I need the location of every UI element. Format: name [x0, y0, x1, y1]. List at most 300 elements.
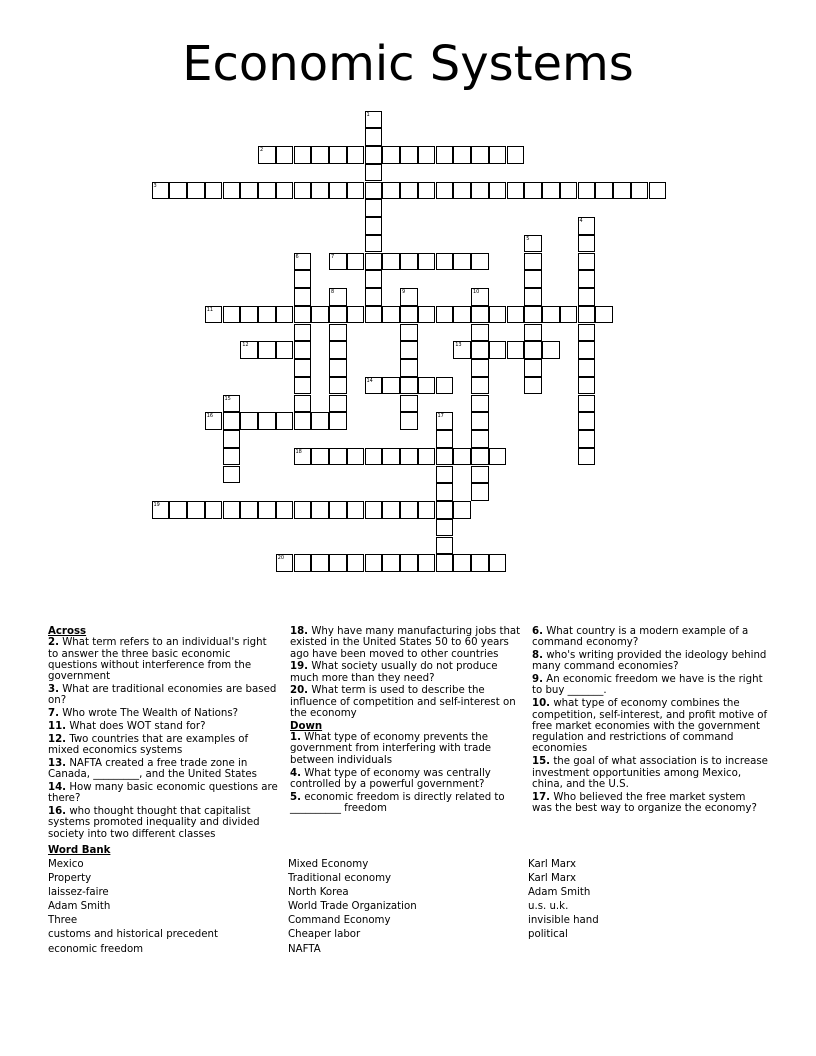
grid-cell[interactable] [436, 466, 454, 484]
grid-cell[interactable] [507, 306, 525, 324]
grid-cell[interactable] [258, 182, 276, 200]
grid-cell[interactable] [471, 324, 489, 342]
grid-cell[interactable] [223, 306, 241, 324]
grid-cell[interactable] [223, 182, 241, 200]
clue-text: An economic freedom we have is the right to buy _______. [532, 674, 763, 697]
clue-list [48, 637, 280, 840]
clue-text: What type of economy prevents the government from interfering with trade between individuals [290, 732, 492, 766]
grid-cell[interactable] [453, 306, 471, 324]
clue-text: Two countries that are examples of mixed economics systems [48, 733, 249, 756]
grid-cell[interactable] [276, 146, 294, 164]
clue-number: 9. [532, 674, 543, 686]
grid-cell[interactable] [347, 306, 365, 324]
grid-cell[interactable] [205, 306, 223, 324]
clue-item [290, 768, 522, 791]
grid-cell[interactable] [382, 448, 400, 466]
grid-cell[interactable] [276, 306, 294, 324]
grid-cell[interactable] [649, 182, 667, 200]
grid-cell[interactable] [418, 182, 436, 200]
grid-cell[interactable] [471, 306, 489, 324]
word-bank-item: customs and historical precedent [48, 929, 218, 941]
grid-cell[interactable] [418, 554, 436, 572]
grid-cell[interactable] [400, 395, 418, 413]
grid-cell[interactable] [365, 235, 383, 253]
grid-cell[interactable] [595, 306, 613, 324]
grid-cell[interactable] [560, 306, 578, 324]
grid-cell[interactable] [240, 412, 258, 430]
word-bank-item: Mixed Economy [288, 859, 369, 870]
grid-cell[interactable] [294, 306, 312, 324]
grid-cell[interactable] [223, 430, 241, 448]
grid-cell[interactable] [578, 448, 596, 466]
grid-cell[interactable] [347, 554, 365, 572]
word-bank-item: Karl Marx [528, 859, 576, 870]
grid-cell[interactable] [489, 182, 507, 200]
grid-cell[interactable] [578, 377, 596, 395]
clue-number: 11 [206, 306, 214, 313]
page-title: Economic Systems [182, 36, 634, 92]
grid-cell[interactable] [400, 341, 418, 359]
grid-cell[interactable] [329, 306, 347, 324]
word-bank-item: economic freedom [48, 943, 144, 955]
grid-cell[interactable] [294, 554, 312, 572]
grid-cell[interactable] [400, 182, 418, 200]
grid-cell[interactable] [382, 182, 400, 200]
grid-cell[interactable] [365, 199, 383, 217]
grid-cell[interactable] [524, 377, 542, 395]
grid-cell[interactable] [400, 324, 418, 342]
word-bank-column [288, 858, 417, 957]
grid-cell[interactable] [524, 341, 542, 359]
grid-cell[interactable] [489, 554, 507, 572]
grid-cell[interactable] [400, 359, 418, 377]
clue-number: 6. [532, 626, 543, 637]
word-bank-item: Command Economy [288, 915, 391, 927]
grid-cell[interactable] [471, 430, 489, 448]
word-bank-item: North Korea [288, 887, 349, 899]
grid-cell[interactable] [276, 554, 294, 572]
word-bank-item: Adam Smith [528, 887, 591, 899]
grid-cell[interactable] [400, 554, 418, 572]
clue-text: NAFTA created a free trade zone in Canada, _________, and the United States [48, 757, 257, 781]
grid-cell[interactable] [294, 288, 312, 306]
grid-cell[interactable] [436, 554, 454, 572]
clue-item [290, 732, 522, 766]
clue-number: 15. [532, 756, 551, 768]
grid-cell[interactable] [187, 182, 205, 200]
grid-cell[interactable] [382, 306, 400, 324]
grid-cell[interactable] [471, 395, 489, 413]
clue-text: Who believed the free market system was the best way to organize the economy? [532, 791, 757, 814]
grid-cell[interactable] [329, 324, 347, 342]
grid-cell[interactable] [382, 554, 400, 572]
grid-cell[interactable] [311, 182, 329, 200]
grid-cell[interactable] [329, 448, 347, 466]
grid-cell[interactable] [578, 306, 596, 324]
clue-number: 4 [579, 218, 583, 224]
clue-number: 12 [242, 342, 249, 349]
grid-cell[interactable] [524, 182, 542, 200]
grid-cell[interactable] [400, 253, 418, 271]
grid-cell[interactable] [453, 253, 471, 271]
clue-text: economic freedom is directly related to __________ freedom [290, 791, 505, 814]
clue-number: 8. [532, 650, 543, 662]
clues-column-3 [532, 626, 768, 816]
grid-cell[interactable] [613, 182, 631, 200]
grid-cell[interactable] [489, 146, 507, 164]
grid-cell[interactable] [276, 501, 294, 519]
grid-cell[interactable] [453, 146, 471, 164]
grid-cell[interactable] [471, 466, 489, 484]
grid-cell[interactable] [382, 253, 400, 271]
clue-number: 6 [295, 253, 299, 260]
grid-cell[interactable] [187, 501, 205, 519]
grid-cell[interactable] [578, 182, 596, 200]
clue-item [290, 685, 522, 719]
grid-cell[interactable] [436, 377, 454, 395]
grid-cell[interactable] [258, 306, 276, 324]
grid-cell[interactable] [152, 182, 170, 200]
clue-text: What term is used to describe the influence of competition and self-interest on the economy [290, 685, 516, 720]
grid-cell[interactable] [276, 341, 294, 359]
grid-cell[interactable] [524, 288, 542, 306]
clue-text: who's writing provided the ideology behind many command economies? [532, 650, 767, 673]
grid-cell[interactable] [329, 146, 347, 164]
grid-cell[interactable] [578, 359, 596, 377]
grid-cell[interactable] [524, 324, 542, 342]
grid-cell[interactable] [471, 359, 489, 377]
grid-cell[interactable] [578, 217, 596, 235]
grid-cell[interactable] [223, 448, 241, 466]
grid-cell[interactable] [311, 412, 329, 430]
grid-cell[interactable] [542, 182, 560, 200]
grid-cell[interactable] [578, 395, 596, 413]
word-bank-item: NAFTA [288, 943, 321, 955]
clue-number: 13. [48, 757, 67, 769]
grid-cell[interactable] [329, 554, 347, 572]
clue-number: 9 [402, 289, 406, 295]
grid-cell[interactable] [382, 377, 400, 395]
grid-cell[interactable] [294, 377, 312, 395]
grid-cell[interactable] [365, 111, 383, 129]
grid-cell[interactable] [382, 501, 400, 519]
clue-item [532, 792, 768, 815]
clue-item [48, 758, 280, 781]
clue-item [48, 708, 280, 719]
grid-cell[interactable] [294, 448, 312, 466]
grid-cell[interactable] [329, 253, 347, 271]
clue-text: What does WOT stand for? [69, 720, 206, 732]
clue-item [532, 756, 768, 790]
grid-cell[interactable] [418, 253, 436, 271]
grid-cell[interactable] [152, 501, 170, 519]
grid-cell[interactable] [436, 182, 454, 200]
clue-number: 18 [295, 448, 302, 455]
grid-cell[interactable] [400, 288, 418, 306]
grid-cell[interactable] [436, 519, 454, 537]
grid-cell[interactable] [471, 377, 489, 395]
grid-cell[interactable] [329, 501, 347, 519]
grid-cell[interactable] [560, 182, 578, 200]
grid-cell[interactable] [311, 306, 329, 324]
grid-cell[interactable] [436, 483, 454, 501]
clue-item [532, 650, 768, 673]
grid-cell[interactable] [294, 182, 312, 200]
grid-cell[interactable] [436, 253, 454, 271]
grid-cell[interactable] [365, 501, 383, 519]
grid-cell[interactable] [578, 235, 596, 253]
grid-cell[interactable] [294, 253, 312, 271]
grid-cell[interactable] [365, 146, 383, 164]
word-bank-item: Mexico [48, 859, 84, 870]
grid-cell[interactable] [365, 182, 383, 200]
grid-cell[interactable] [418, 306, 436, 324]
grid-cell[interactable] [329, 359, 347, 377]
grid-cell[interactable] [223, 501, 241, 519]
grid-cell[interactable] [489, 306, 507, 324]
clue-number: 3. [48, 683, 59, 695]
grid-cell[interactable] [240, 501, 258, 519]
grid-cell[interactable] [507, 146, 525, 164]
grid-cell[interactable] [453, 341, 471, 359]
clue-number: 16. [48, 805, 67, 817]
grid-cell[interactable] [400, 412, 418, 430]
word-bank-item: Adam Smith [48, 901, 111, 913]
word-bank-item: political [528, 929, 568, 941]
clue-number: 1. [290, 732, 301, 744]
grid-cell[interactable] [400, 146, 418, 164]
grid-cell[interactable] [542, 341, 560, 359]
grid-cell[interactable] [471, 253, 489, 271]
clue-text: What country is a modern example of a command economy? [532, 626, 749, 649]
clue-number: 2 [260, 147, 264, 153]
word-bank-item: invisible hand [528, 915, 599, 927]
clue-number: 13 [455, 342, 462, 349]
grid-cell[interactable] [205, 412, 223, 430]
grid-cell[interactable] [294, 359, 312, 377]
grid-cell[interactable] [311, 501, 329, 519]
clue-item [48, 734, 280, 757]
grid-cell[interactable] [471, 448, 489, 466]
grid-cell[interactable] [453, 448, 471, 466]
word-bank-item: Traditional economy [288, 873, 392, 885]
word-bank-item: Cheaper labor [288, 929, 361, 941]
grid-cell[interactable] [400, 501, 418, 519]
clue-number: 16 [206, 413, 214, 420]
grid-cell[interactable] [258, 501, 276, 519]
grid-cell[interactable] [347, 501, 365, 519]
grid-cell[interactable] [542, 306, 560, 324]
grid-cell[interactable] [382, 146, 400, 164]
grid-cell[interactable] [489, 448, 507, 466]
clue-number: 7. [48, 708, 59, 720]
grid-cell[interactable] [258, 146, 276, 164]
grid-cell[interactable] [294, 270, 312, 288]
grid-cell[interactable] [578, 253, 596, 271]
grid-cell[interactable] [507, 182, 525, 200]
grid-cell[interactable] [507, 341, 525, 359]
grid-cell[interactable] [471, 483, 489, 501]
clue-number: 17. [532, 791, 551, 803]
grid-cell[interactable] [329, 395, 347, 413]
grid-cell[interactable] [258, 341, 276, 359]
grid-cell[interactable] [365, 128, 383, 146]
clue-list [290, 626, 522, 719]
clue-text: How many basic economic questions are there? [48, 781, 278, 805]
grid-cell[interactable] [471, 554, 489, 572]
grid-cell[interactable] [365, 164, 383, 182]
grid-cell[interactable] [258, 412, 276, 430]
word-bank-item: u.s. u.k. [528, 901, 569, 913]
grid-cell[interactable] [436, 448, 454, 466]
grid-cell[interactable] [524, 253, 542, 271]
clue-number: 10. [532, 698, 551, 710]
grid-cell[interactable] [578, 270, 596, 288]
grid-cell[interactable] [436, 146, 454, 164]
clue-number: 4. [290, 767, 301, 779]
grid-cell[interactable] [578, 412, 596, 430]
clue-item [290, 792, 522, 815]
clue-number: 5 [526, 235, 530, 242]
clue-item [48, 637, 280, 682]
grid-cell[interactable] [524, 359, 542, 377]
grid-cell[interactable] [453, 501, 471, 519]
grid-cell[interactable] [400, 306, 418, 324]
grid-cell[interactable] [365, 306, 383, 324]
grid-cell[interactable] [169, 182, 187, 200]
grid-cell[interactable] [240, 341, 258, 359]
clue-text: What are traditional economies are based on? [48, 683, 277, 707]
clue-number: 5. [290, 791, 301, 803]
grid-cell[interactable] [365, 448, 383, 466]
grid-cell[interactable] [489, 341, 507, 359]
grid-cell[interactable] [205, 501, 223, 519]
clue-text: what type of economy combines the competition, self-interest, and profit motive of free market economies with the government regulation and restrictions of command economies [532, 698, 768, 755]
clue-text: Why have many manufacturing jobs that existed in the United States 50 to 60 years ago have been moved to other countries [290, 626, 521, 660]
grid-cell[interactable] [436, 430, 454, 448]
grid-cell[interactable] [471, 412, 489, 430]
grid-cell[interactable] [311, 448, 329, 466]
grid-cell[interactable] [365, 270, 383, 288]
grid-cell[interactable] [329, 341, 347, 359]
grid-cell[interactable] [418, 377, 436, 395]
down-header: Down [290, 720, 323, 732]
grid-cell[interactable] [294, 341, 312, 359]
grid-cell[interactable] [595, 182, 613, 200]
grid-cell[interactable] [453, 182, 471, 200]
grid-cell[interactable] [631, 182, 649, 200]
grid-cell[interactable] [453, 554, 471, 572]
grid-cell[interactable] [240, 182, 258, 200]
grid-cell[interactable] [418, 448, 436, 466]
grid-cell[interactable] [311, 554, 329, 572]
clue-number: 7 [331, 253, 335, 260]
grid-cell[interactable] [347, 182, 365, 200]
clue-text: What term refers to an individual's right to answer the three basic economic questions without interference from the government [48, 637, 267, 683]
grid-cell[interactable] [294, 324, 312, 342]
grid-cell[interactable] [294, 146, 312, 164]
grid-cell[interactable] [471, 146, 489, 164]
word-bank-header: Word Bank [48, 845, 111, 856]
grid-cell[interactable] [365, 288, 383, 306]
grid-cell[interactable] [329, 412, 347, 430]
grid-cell[interactable] [471, 341, 489, 359]
clue-number: 14 [366, 377, 373, 384]
grid-cell[interactable] [347, 253, 365, 271]
grid-cell[interactable] [436, 537, 454, 555]
grid-cell[interactable] [578, 288, 596, 306]
grid-cell[interactable] [223, 412, 241, 430]
grid-cell[interactable] [524, 235, 542, 253]
clue-number: 15 [224, 395, 231, 402]
grid-cell[interactable] [276, 412, 294, 430]
grid-cell[interactable] [311, 146, 329, 164]
grid-cell[interactable] [400, 377, 418, 395]
grid-cell[interactable] [329, 288, 347, 306]
word-bank-item: Karl Marx [528, 873, 576, 885]
grid-cell[interactable] [524, 306, 542, 324]
grid-cell[interactable] [578, 324, 596, 342]
grid-cell[interactable] [205, 182, 223, 200]
clue-item [290, 626, 522, 660]
grid-cell[interactable] [276, 182, 294, 200]
clue-number: 8 [331, 289, 335, 295]
clue-item [48, 684, 280, 707]
clue-list [532, 626, 768, 814]
grid-cell[interactable] [347, 146, 365, 164]
grid-cell[interactable] [400, 448, 418, 466]
grid-cell[interactable] [329, 377, 347, 395]
grid-cell[interactable] [365, 253, 383, 271]
clue-number: 19. [290, 661, 309, 673]
grid-cell[interactable] [294, 395, 312, 413]
word-bank-column [48, 858, 218, 957]
clue-text: Who wrote The Wealth of Nations? [62, 708, 239, 720]
word-bank-item: laissez-faire [48, 887, 109, 899]
grid-cell[interactable] [365, 217, 383, 235]
grid-cell[interactable] [329, 182, 347, 200]
clue-item [48, 806, 280, 840]
grid-cell[interactable] [294, 412, 312, 430]
grid-cell[interactable] [436, 306, 454, 324]
grid-cell[interactable] [347, 448, 365, 466]
grid-cell[interactable] [436, 412, 454, 430]
grid-cell[interactable] [365, 554, 383, 572]
grid-cell[interactable] [240, 306, 258, 324]
word-bank-item: Three [48, 915, 78, 927]
word-bank-column [528, 858, 599, 943]
grid-cell[interactable] [436, 501, 454, 519]
clue-number: 18. [290, 626, 309, 637]
grid-cell[interactable] [578, 430, 596, 448]
clue-item [532, 674, 768, 697]
clue-text: What society usually do not produce much more than they need? [290, 661, 498, 684]
clue-text: who thought thought that capitalist systems promoted inequality and divided society into two different classes [48, 805, 260, 840]
grid-cell[interactable] [294, 501, 312, 519]
grid-cell[interactable] [471, 288, 489, 306]
grid-cell[interactable] [578, 341, 596, 359]
grid-cell[interactable] [223, 395, 241, 413]
grid-cell[interactable] [365, 377, 383, 395]
grid-cell[interactable] [418, 501, 436, 519]
clue-item [532, 626, 768, 649]
grid-cell[interactable] [418, 146, 436, 164]
grid-cell[interactable] [169, 501, 187, 519]
clue-text: What type of economy was centrally controlled by a powerful government? [290, 767, 491, 790]
grid-cell[interactable] [223, 466, 241, 484]
grid-cell[interactable] [524, 270, 542, 288]
grid-cell[interactable] [471, 182, 489, 200]
